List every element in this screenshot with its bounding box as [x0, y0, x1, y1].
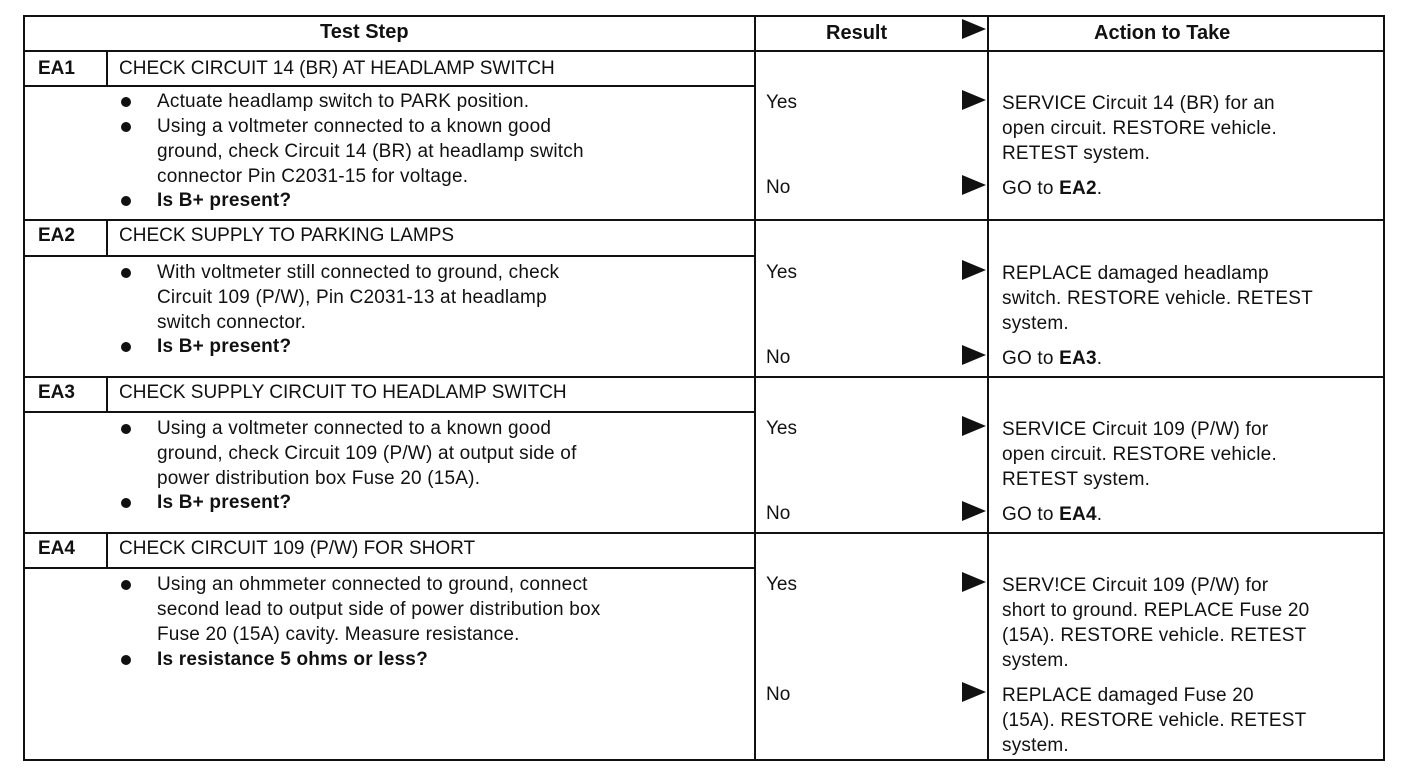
arrow-right-icon — [962, 90, 986, 110]
bullet-icon — [121, 97, 131, 107]
step-id: EA2 — [38, 225, 75, 246]
result-no: No — [766, 347, 791, 368]
step-id: EA1 — [38, 58, 75, 79]
header-result: Result — [826, 22, 888, 44]
bullet-icon — [121, 342, 131, 352]
action-text: open circuit. RESTORE vehicle. — [1002, 118, 1277, 139]
action-text: (15A). RESTORE vehicle. RETEST — [1002, 710, 1307, 731]
action-text: (15A). RESTORE vehicle. RETEST — [1002, 625, 1307, 646]
step-instruction: Actuate headlamp switch to PARK position. — [157, 91, 530, 112]
step-question: Is resistance 5 ohms or less? — [157, 649, 428, 670]
bullet-icon — [121, 196, 131, 206]
step-instruction: Fuse 20 (15A) cavity. Measure resistance. — [157, 624, 520, 645]
result-yes: Yes — [766, 262, 797, 283]
goto-prefix: GO to — [1002, 504, 1060, 525]
step-id: EA4 — [38, 538, 75, 559]
action-text: switch. RESTORE vehicle. RETEST — [1002, 288, 1313, 309]
arrow-right-icon — [962, 175, 986, 195]
step-question: Is B+ present? — [157, 336, 292, 357]
step-question: Is B+ present? — [157, 190, 292, 211]
action-text: system. — [1002, 735, 1069, 756]
action-text: short to ground. REPLACE Fuse 20 — [1002, 600, 1310, 621]
action-text: RETEST system. — [1002, 469, 1151, 490]
goto-step-ref: EA4 — [1059, 504, 1097, 525]
action-text: SERVICE Circuit 109 (P/W) for — [1002, 419, 1269, 440]
action-goto — [1002, 176, 1102, 201]
table-border-bottom — [23, 759, 1385, 761]
step-id-divider — [106, 532, 108, 567]
step-instruction: ground, check Circuit 14 (BR) at headlamp switch — [157, 141, 584, 162]
action-text: system. — [1002, 650, 1069, 671]
header-action: Action to Take — [1094, 22, 1231, 44]
arrow-right-icon — [962, 501, 986, 521]
action-text: SERV!CE Circuit 109 (P/W) for — [1002, 575, 1269, 596]
step-divider — [23, 376, 1385, 378]
step-id-divider — [106, 376, 108, 411]
action-text: REPLACE damaged Fuse 20 — [1002, 685, 1254, 706]
result-no: No — [766, 503, 791, 524]
bullet-icon — [121, 655, 131, 665]
goto-suffix: . — [1096, 504, 1103, 525]
step-id: EA3 — [38, 382, 75, 403]
result-no: No — [766, 684, 791, 705]
header-divider — [23, 50, 1385, 52]
step-instruction: With voltmeter still connected to ground, check — [157, 262, 560, 283]
step-instruction: Using a voltmeter connected to a known good — [157, 116, 552, 137]
result-no: No — [766, 177, 791, 198]
step-id-divider — [106, 52, 108, 85]
table-border-top — [23, 15, 1385, 17]
goto-suffix: . — [1096, 178, 1103, 199]
table-border-left — [23, 15, 25, 761]
bullet-icon — [121, 122, 131, 132]
arrow-right-icon — [962, 260, 986, 280]
step-title: CHECK CIRCUIT 14 (BR) AT HEADLAMP SWITCH — [119, 58, 555, 79]
header-arrow-icon — [962, 19, 986, 39]
step-divider — [23, 532, 1385, 534]
step-title: CHECK CIRCUIT 109 (P/W) FOR SHORT — [119, 538, 476, 559]
goto-prefix: GO to — [1002, 178, 1060, 199]
action-text: system. — [1002, 313, 1069, 334]
step-instruction: connector Pin C2031-15 for voltage. — [157, 166, 469, 187]
table-border-right — [1383, 15, 1385, 761]
step-question: Is B+ present? — [157, 492, 292, 513]
arrow-right-icon — [962, 416, 986, 436]
result-column-divider — [754, 15, 756, 761]
action-text: REPLACE damaged headlamp — [1002, 263, 1269, 284]
bullet-icon — [121, 268, 131, 278]
goto-suffix: . — [1096, 348, 1103, 369]
arrow-right-icon — [962, 682, 986, 702]
step-instruction: Using a voltmeter connected to a known good — [157, 418, 552, 439]
goto-prefix: GO to — [1002, 348, 1060, 369]
step-instruction: Using an ohmmeter connected to ground, connect — [157, 574, 588, 595]
step-divider — [23, 219, 1385, 221]
goto-step-ref: EA2 — [1059, 178, 1097, 199]
action-text: SERVICE Circuit 14 (BR) for an — [1002, 93, 1275, 114]
step-id-divider — [106, 219, 108, 255]
step-title-divider — [23, 85, 754, 87]
goto-step-ref: EA3 — [1059, 348, 1097, 369]
step-title-divider — [23, 411, 754, 413]
action-goto — [1002, 346, 1102, 371]
step-title-divider — [23, 567, 754, 569]
step-instruction: switch connector. — [157, 312, 307, 333]
action-text: open circuit. RESTORE vehicle. — [1002, 444, 1277, 465]
action-column-divider — [987, 15, 989, 761]
header-test-step: Test Step — [320, 21, 409, 43]
step-instruction: power distribution box Fuse 20 (15A). — [157, 468, 481, 489]
action-goto — [1002, 502, 1102, 527]
step-instruction: Circuit 109 (P/W), Pin C2031-13 at headlamp — [157, 287, 547, 308]
action-text: RETEST system. — [1002, 143, 1151, 164]
arrow-right-icon — [962, 345, 986, 365]
result-yes: Yes — [766, 574, 797, 595]
step-title-divider — [23, 255, 754, 257]
step-title: CHECK SUPPLY CIRCUIT TO HEADLAMP SWITCH — [119, 382, 567, 403]
step-instruction: ground, check Circuit 109 (P/W) at output side of — [157, 443, 577, 464]
bullet-icon — [121, 424, 131, 434]
step-instruction: second lead to output side of power distribution box — [157, 599, 601, 620]
arrow-right-icon — [962, 572, 986, 592]
bullet-icon — [121, 580, 131, 590]
bullet-icon — [121, 498, 131, 508]
result-yes: Yes — [766, 92, 797, 113]
result-yes: Yes — [766, 418, 797, 439]
step-title: CHECK SUPPLY TO PARKING LAMPS — [119, 225, 455, 246]
